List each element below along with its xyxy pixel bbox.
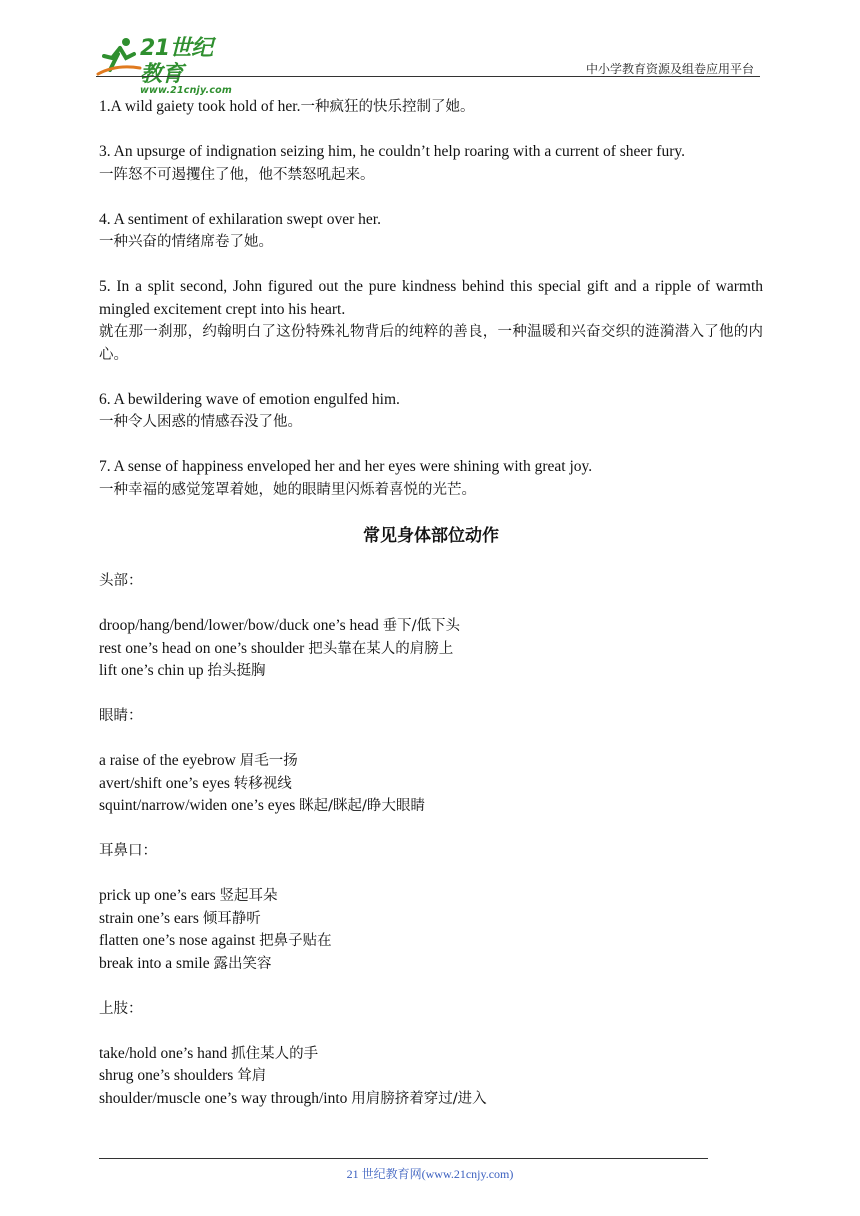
- site-logo[interactable]: [96, 36, 232, 96]
- list-item: [99, 885, 763, 908]
- header-platform-text: 中小学教育资源及组卷应用平台: [585, 62, 754, 76]
- list-item: [99, 615, 763, 638]
- logo-title: 21世纪教育: [140, 36, 213, 87]
- phrase-en: flatten one’s nose against: [99, 932, 260, 949]
- phrase-cn: 用肩膀挤着穿过/进入: [351, 1090, 487, 1107]
- list-item: [99, 953, 763, 976]
- sentence-6-en: 6. A bewildering wave of emotion engulfed him.: [99, 390, 400, 408]
- list-item: [99, 660, 763, 683]
- phrase-en: take/hold one’s hand: [99, 1044, 232, 1062]
- list-item: [99, 1043, 763, 1066]
- phrase-cn: 露出笑容: [213, 955, 272, 972]
- footer-link[interactable]: 21 世纪教育网(www.21cnjy.com): [346, 1167, 514, 1181]
- phrase-cn: 眉毛一扬: [239, 753, 298, 769]
- phrase-cn: 抬头挺胸: [207, 663, 266, 679]
- phrase-cn: 抓住某人的手: [231, 1045, 319, 1062]
- list-item: [99, 773, 763, 796]
- phrase-cn: 转移视线: [233, 775, 292, 792]
- phrase-cn: 把鼻子贴在: [259, 933, 332, 949]
- group-label-ear-nose-mouth: 耳鼻口：: [99, 843, 157, 859]
- phrase-en: shrug one’s shoulders: [99, 1067, 238, 1084]
- phrase-en: shoulder/muscle one’s way through/into: [99, 1089, 352, 1107]
- sentence-4-en: 4. A sentiment of exhilaration swept over her.: [99, 210, 381, 228]
- phrase-en: lift one’s chin up: [99, 662, 208, 679]
- group-label-head: 头部：: [99, 573, 143, 589]
- sentence-3-cn: 一阵怒不可遏攫住了他，他不禁怒吼起来。: [99, 166, 375, 183]
- phrase-cn: 垂下/低下头: [382, 618, 461, 634]
- phrase-cn: 耸肩: [237, 1068, 267, 1084]
- phrase-en: squint/narrow/widen one’s eyes: [99, 797, 300, 814]
- sentence-cn: 一种疯狂的快乐控制了她。: [300, 99, 475, 115]
- phrase-en: rest one’s head on one’s shoulder: [99, 639, 309, 657]
- group-label-upper-limbs: 上肢：: [99, 1000, 143, 1017]
- phrase-cn: 把头靠在某人的肩膀上: [308, 640, 454, 657]
- list-item: [99, 750, 763, 773]
- phrase-en: prick up one’s ears: [99, 887, 220, 904]
- section-title: 常见身体部位动作: [363, 525, 499, 546]
- sentence-5-en: 5. In a split second, John figured out the pure kindness behind this special gift and a ripple of warmth mingled excitement crept into his heart.: [99, 278, 763, 318]
- phrase-en: break into a smile: [99, 954, 214, 972]
- list-item: [99, 908, 763, 931]
- sentence-4-cn: 一种兴奋的情绪席卷了她。: [99, 234, 273, 250]
- document-body: [99, 96, 763, 1110]
- sentence-7-en: 7. A sense of happiness enveloped her and her eyes were shining with great joy.: [99, 458, 593, 475]
- page-header: [96, 30, 760, 96]
- group-label-eyes: 眼睛：: [99, 708, 143, 724]
- list-item: [99, 795, 763, 818]
- sentence-5-cn: 就在那一刹那，约翰明白了这份特殊礼物背后的纯粹的善良，一种温暖和兴奋交织的涟漪潜入了他的内心。: [99, 324, 763, 363]
- phrase-cn: 眯起/眯起/睁大眼睛: [299, 798, 425, 814]
- list-item: [99, 638, 763, 661]
- sentence-1: [99, 96, 763, 119]
- runner-logo-icon: [96, 36, 142, 76]
- phrase-cn: 竖起耳朵: [219, 888, 278, 904]
- sentence-6-cn: 一种令人困惑的情感吞没了他。: [99, 414, 302, 430]
- list-item: [99, 930, 763, 953]
- sentence-7-cn: 一种幸福的感觉笼罩着她，她的眼睛里闪烁着喜悦的光芒。: [99, 481, 476, 498]
- sentence-en: 1.A wild gaiety took hold of her.: [99, 98, 301, 115]
- footer-divider: [99, 1158, 708, 1159]
- phrase-en: avert/shift one’s eyes: [99, 774, 234, 792]
- logo-url: www.21cnjy.com: [140, 85, 232, 96]
- list-item: [99, 1088, 763, 1111]
- phrase-en: droop/hang/bend/lower/bow/duck one’s head: [99, 617, 383, 634]
- phrase-cn: 倾耳静听: [202, 910, 261, 927]
- phrase-en: a raise of the eyebrow: [99, 752, 240, 769]
- phrase-en: strain one’s ears: [99, 909, 203, 927]
- header-divider: [96, 76, 760, 77]
- sentence-3-en: 3. An upsurge of indignation seizing him, he couldn’t help roaring with a current of sheer fury.: [99, 143, 685, 160]
- list-item: [99, 1065, 763, 1088]
